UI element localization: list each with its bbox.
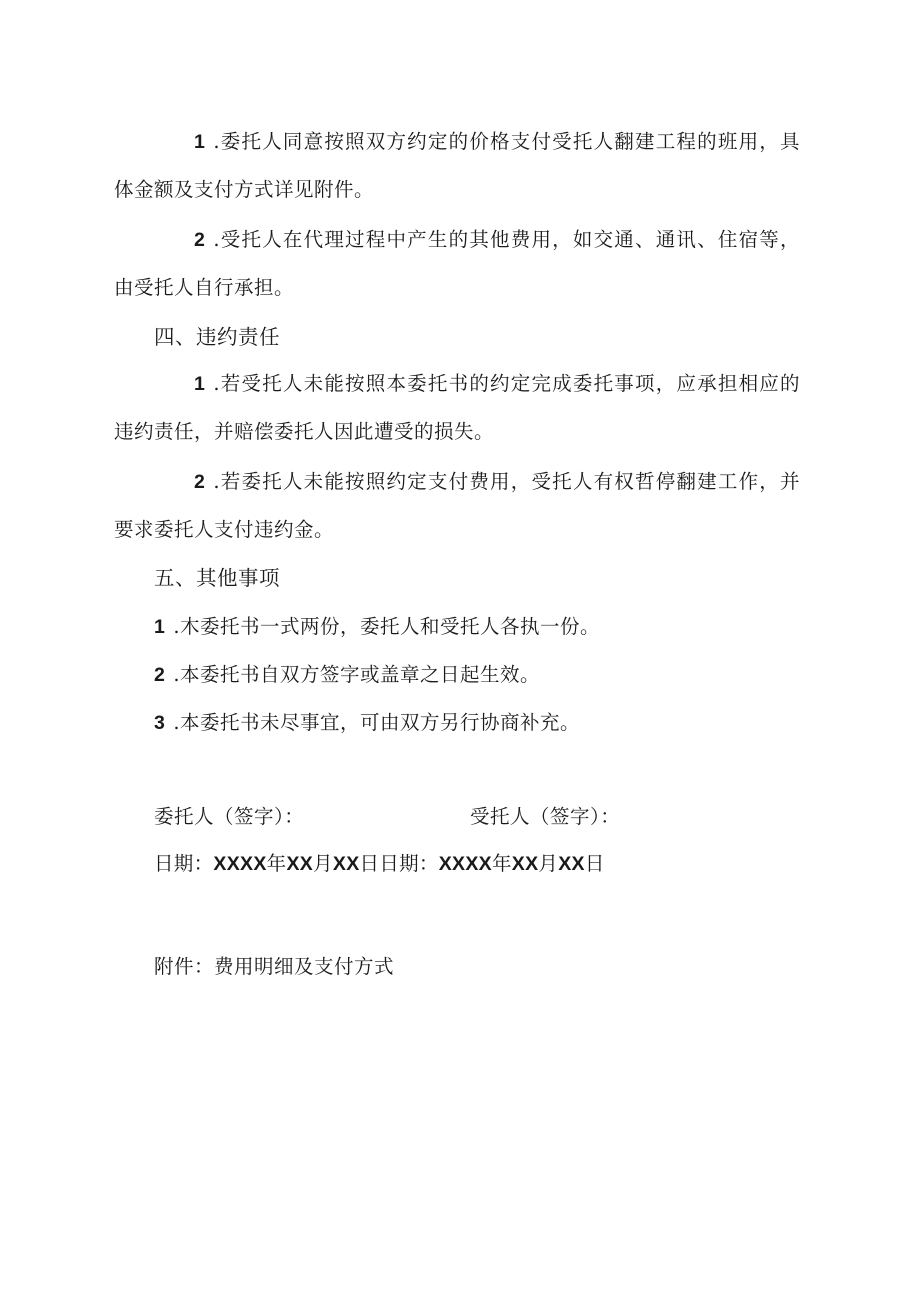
month-char-2: 月: [538, 852, 559, 875]
clause-number: 3: [154, 712, 166, 734]
other-clause-2: [154, 660, 540, 690]
date-day-2: XX: [558, 853, 585, 875]
year-char-2: 年: [491, 852, 512, 875]
clause-text: .委托人同意按照双方约定的价格支付受托人翻建工程的班用，具体金额及支付方式详见附件。: [114, 130, 800, 201]
clause-number: 2: [154, 664, 166, 686]
clause-text: .本委托书自双方签字或盖章之日起生效。: [173, 663, 541, 686]
date-month-1: XX: [286, 853, 314, 875]
clause-text: .若委托人未能按照约定支付费用，受托人有权哲停翻建工作，并要求委托人支付违约金。: [114, 470, 800, 541]
date-line: [154, 849, 605, 879]
clause-text: .受托人在代理过程中产生的其他费用，如交通、通讯、住宿等，由受托人自行承担。: [114, 228, 800, 299]
other-clause-3: [154, 708, 580, 738]
principal-signature-label: 委托人（签字）：: [154, 805, 305, 828]
clause-text: .本委托书未尽事宜，可由双方另行协商补充。: [173, 711, 581, 734]
day-char-2: 日: [584, 852, 605, 875]
breach-clause-1: [114, 360, 800, 455]
agent-signature-label: 受托人（签字）：: [470, 805, 621, 828]
other-clause-1: [154, 612, 600, 642]
date-label-1: 日期：: [154, 852, 214, 875]
fee-clause-2: [114, 216, 800, 311]
date-label-2: 日期：: [379, 852, 439, 875]
clause-text: .若受托人未能按照本委托书的约定完成委托事项，应承担相应的违约责任，并赔偿委托人因此遭受的损失。: [114, 372, 800, 443]
clause-text: .木委托书一式两份，委托人和受托人各执一份。: [173, 615, 601, 638]
year-char-1: 年: [266, 852, 287, 875]
clause-number: 1: [194, 131, 206, 153]
clause-number: 2: [194, 471, 206, 493]
date-month-2: XX: [511, 853, 539, 875]
date-year-2: XXXX: [438, 853, 492, 875]
fee-clause-1: [114, 118, 800, 213]
clause-number: 2: [194, 229, 206, 251]
breach-clause-2: [114, 458, 800, 553]
date-year-1: XXXX: [213, 853, 267, 875]
attachment-note: 附件：费用明细及支付方式: [154, 955, 395, 978]
clause-number: 1: [194, 373, 206, 395]
section-heading-other: 五、其他事项: [154, 566, 280, 590]
section-heading-breach: 四、违约责任: [154, 325, 280, 349]
month-char-1: 月: [313, 852, 333, 875]
day-char-1: 日: [359, 852, 380, 875]
date-day-1: XX: [332, 853, 360, 875]
clause-number: 1: [154, 616, 166, 638]
